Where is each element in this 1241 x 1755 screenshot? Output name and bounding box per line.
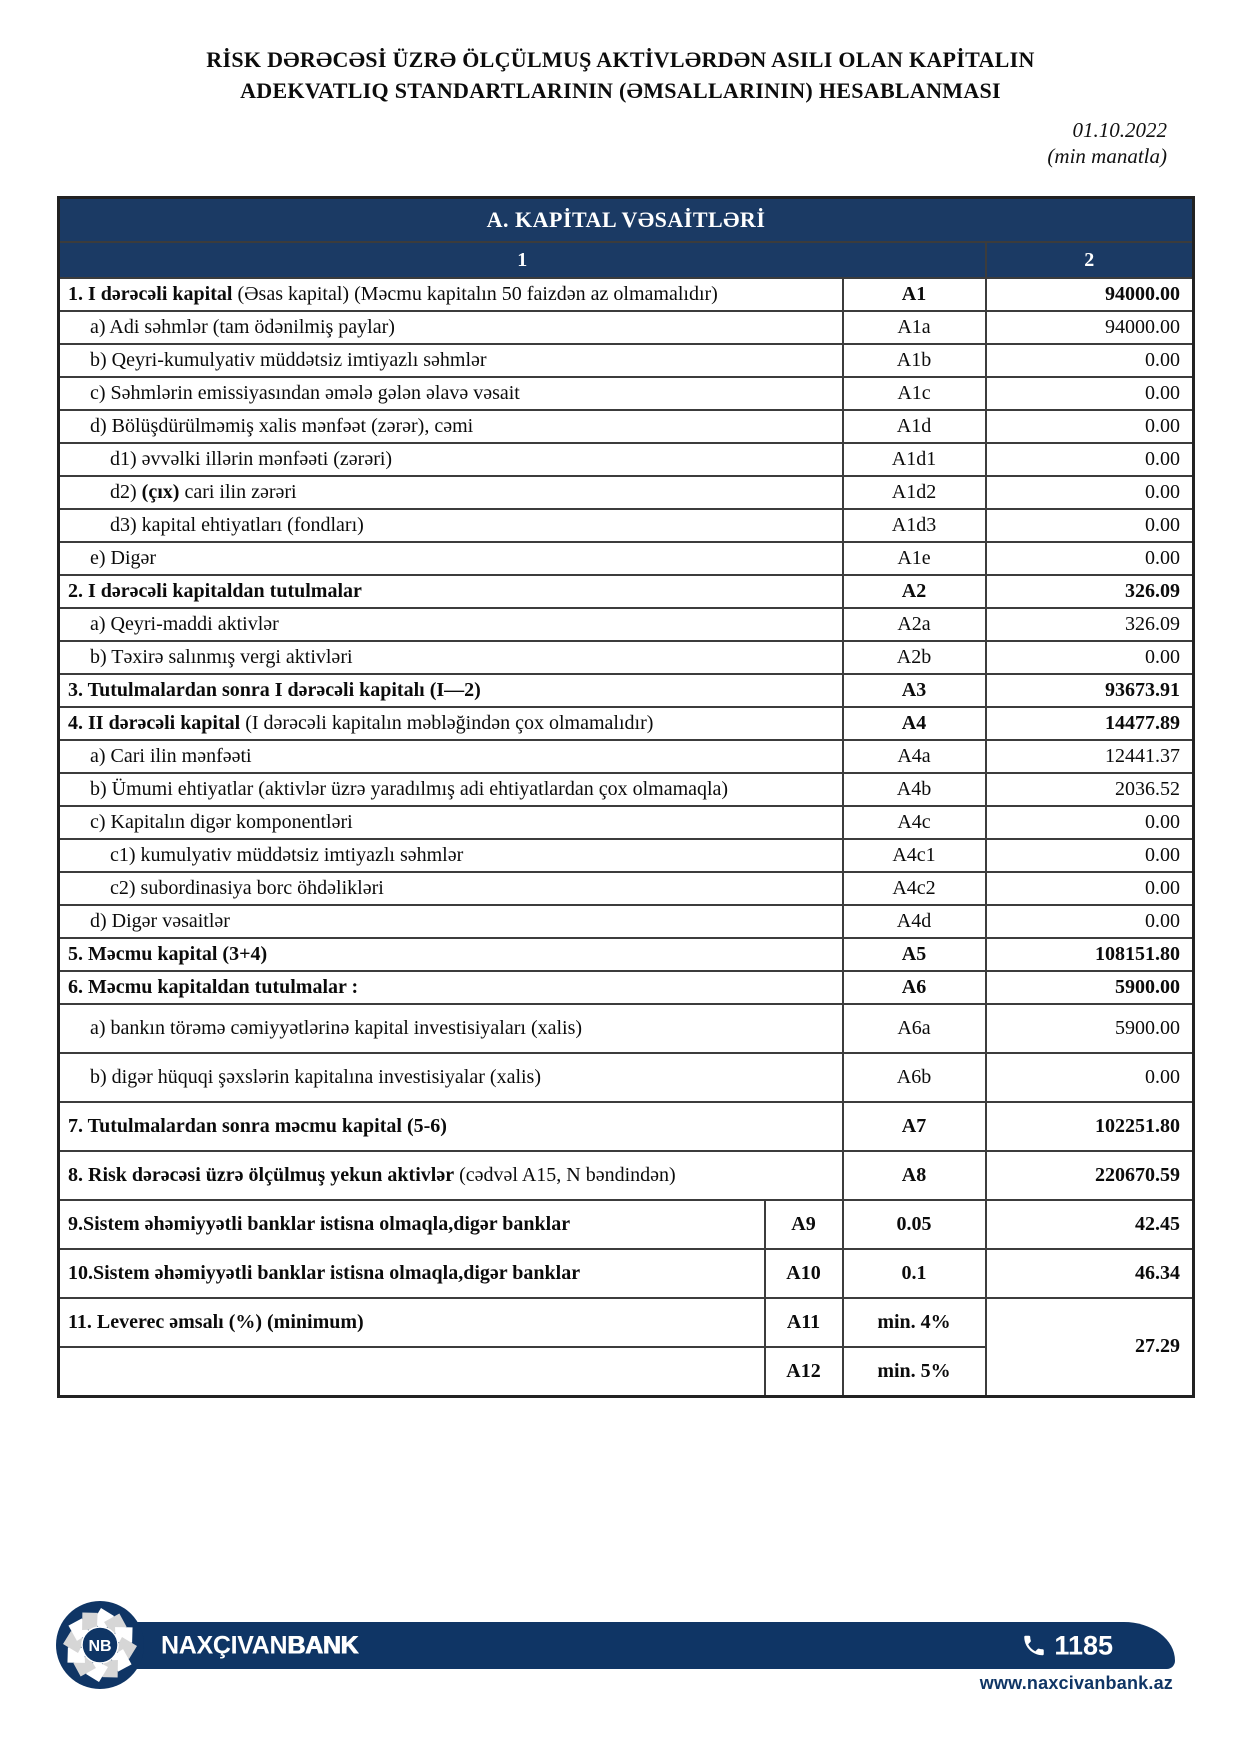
row-label: c2) subordinasiya borc öhdəlikləri xyxy=(59,872,843,905)
table-row xyxy=(59,542,1194,575)
document-title-line2: ADEKVATLIQ STANDARTLARININ (ƏMSALLARININ) HESABLANMASI xyxy=(240,78,1001,104)
row-ratio: min. 4% xyxy=(843,1298,986,1347)
brand-name: NAXÇIVAN xyxy=(161,1631,288,1659)
table-row xyxy=(59,1200,1194,1249)
bank-brand xyxy=(161,1631,358,1660)
row-label: 2. I dərəcəli kapitaldan tutulmalar xyxy=(59,575,843,608)
document-title xyxy=(0,44,1241,106)
row-ratio: min. 5% xyxy=(843,1347,986,1396)
row-value: 220670.59 xyxy=(986,1151,1194,1200)
row-value: 0.00 xyxy=(986,476,1194,509)
row-value: 94000.00 xyxy=(986,311,1194,344)
table-row xyxy=(59,1151,1194,1200)
table-row xyxy=(59,872,1194,905)
row-label: 11. Leverec əmsalı (%) (minimum) xyxy=(59,1298,765,1347)
column-header-1: 1 xyxy=(59,242,986,278)
row-label: a) bankın törəmə cəmiyyətlərinə kapital investisiyaları (xalis) xyxy=(59,1004,843,1053)
row-code: A3 xyxy=(843,674,986,707)
table-row xyxy=(59,773,1194,806)
row-value: 0.00 xyxy=(986,641,1194,674)
row-value: 5900.00 xyxy=(986,1004,1194,1053)
table-row xyxy=(59,1004,1194,1053)
table-row xyxy=(59,377,1194,410)
table-row xyxy=(59,938,1194,971)
row-code: A1d1 xyxy=(843,443,986,476)
row-code: A1d2 xyxy=(843,476,986,509)
phone-group xyxy=(1021,1630,1113,1661)
row-value: 5900.00 xyxy=(986,971,1194,1004)
row-value: 93673.91 xyxy=(986,674,1194,707)
row-code: A1d3 xyxy=(843,509,986,542)
column-header-2: 2 xyxy=(986,242,1194,278)
row-code: A8 xyxy=(843,1151,986,1200)
row-value: 0.00 xyxy=(986,377,1194,410)
row-label: 5. Məcmu kapital (3+4) xyxy=(59,938,843,971)
table-row xyxy=(59,806,1194,839)
row-code: A4a xyxy=(843,740,986,773)
table-row xyxy=(59,476,1194,509)
table-row xyxy=(59,278,1194,311)
report-date: 01.10.2022 xyxy=(1072,118,1167,143)
table-section-header-row xyxy=(59,197,1194,242)
row-value: 0.00 xyxy=(986,839,1194,872)
row-value: 0.00 xyxy=(986,542,1194,575)
table-row xyxy=(59,575,1194,608)
row-label: a) Adi səhmlər (tam ödənilmiş paylar) xyxy=(59,311,843,344)
row-code: A4d xyxy=(843,905,986,938)
capital-table xyxy=(57,196,1195,1398)
bank-logo xyxy=(55,1600,145,1690)
row-label: c) Kapitalın digər komponentləri xyxy=(59,806,843,839)
row-label: b) digər hüquqi şəxslərin kapitalına investisiyalar (xalis) xyxy=(59,1053,843,1102)
table-row xyxy=(59,344,1194,377)
unit-note: (min manatla) xyxy=(1047,144,1167,169)
row-code: A1b xyxy=(843,344,986,377)
table-row xyxy=(59,443,1194,476)
row-label: 4. II dərəcəli kapital (I dərəcəli kapitalın məbləğindən çox olmamalıdır) xyxy=(59,707,843,740)
row-label: 3. Tutulmalardan sonra I dərəcəli kapitalı (I—2) xyxy=(59,674,843,707)
row-value: 46.34 xyxy=(986,1249,1194,1298)
row-value: 102251.80 xyxy=(986,1102,1194,1151)
row-ratio: 0.1 xyxy=(843,1249,986,1298)
row-value: 0.00 xyxy=(986,344,1194,377)
row-code: A1c xyxy=(843,377,986,410)
website-url: www.naxcivanbank.az xyxy=(979,1673,1173,1693)
phone-icon xyxy=(1021,1633,1047,1659)
row-label: 7. Tutulmalardan sonra məcmu kapital (5-6) xyxy=(59,1102,843,1151)
row-value: 108151.80 xyxy=(986,938,1194,971)
row-label: b) Qeyri-kumulyativ müddətsiz imtiyazlı səhmlər xyxy=(59,344,843,377)
row-ratio: 0.05 xyxy=(843,1200,986,1249)
row-label: 1. I dərəcəli kapital (Əsas kapital) (Məcmu kapitalın 50 faizdən az olmamalıdır) xyxy=(59,278,843,311)
row-label: d) Digər vəsaitlər xyxy=(59,905,843,938)
table-row xyxy=(59,839,1194,872)
row-label: 6. Məcmu kapitaldan tutulmalar : xyxy=(59,971,843,1004)
table-row xyxy=(59,410,1194,443)
row-label: e) Digər xyxy=(59,542,843,575)
row-code: A7 xyxy=(843,1102,986,1151)
logo-monogram: NB xyxy=(88,1638,112,1655)
row-code: A4c1 xyxy=(843,839,986,872)
row-code: A1e xyxy=(843,542,986,575)
table-row xyxy=(59,1102,1194,1151)
row-code: A5 xyxy=(843,938,986,971)
row-code: A6b xyxy=(843,1053,986,1102)
table-row xyxy=(59,1298,1194,1347)
table-row xyxy=(59,707,1194,740)
row-label: d2) (çıx) cari ilin zərəri xyxy=(59,476,843,509)
row-label: b) Ümumi ehtiyatlar (aktivlər üzrə yaradılmış adi ehtiyatlardan çox olmamaqla) xyxy=(59,773,843,806)
row-value: 326.09 xyxy=(986,608,1194,641)
table-row xyxy=(59,740,1194,773)
row-label: d1) əvvəlki illərin mənfəəti (zərəri) xyxy=(59,443,843,476)
table-row xyxy=(59,674,1194,707)
row-label: a) Cari ilin mənfəəti xyxy=(59,740,843,773)
table-row xyxy=(59,608,1194,641)
row-code: A1d xyxy=(843,410,986,443)
bank-logo-pinwheel-icon xyxy=(55,1600,145,1690)
row-code: A4b xyxy=(843,773,986,806)
table-row xyxy=(59,905,1194,938)
row-value: 94000.00 xyxy=(986,278,1194,311)
row-value: 14477.89 xyxy=(986,707,1194,740)
row-value: 42.45 xyxy=(986,1200,1194,1249)
table-row xyxy=(59,509,1194,542)
row-code: A6a xyxy=(843,1004,986,1053)
row-code: A1a xyxy=(843,311,986,344)
row-code: A10 xyxy=(765,1249,843,1298)
row-code: A11 xyxy=(765,1298,843,1347)
row-value: 0.00 xyxy=(986,905,1194,938)
footer-bar xyxy=(75,1622,1175,1669)
row-label: a) Qeyri-maddi aktivlər xyxy=(59,608,843,641)
table-row xyxy=(59,1053,1194,1102)
document-title-line1: RİSK DƏRƏCƏSİ ÜZRƏ ÖLÇÜLMUŞ AKTİVLƏRDƏN ASILI OLAN KAPİTALIN xyxy=(206,47,1035,72)
row-value: 27.29 xyxy=(986,1298,1194,1396)
row-label: d3) kapital ehtiyatları (fondları) xyxy=(59,509,843,542)
row-value: 0.00 xyxy=(986,509,1194,542)
table-section-header: A. KAPİTAL VƏSAİTLƏRİ xyxy=(59,197,1194,242)
row-label xyxy=(59,1347,765,1396)
row-code: A4c xyxy=(843,806,986,839)
row-label: 9.Sistem əhəmiyyətli banklar istisna olmaqla,digər banklar xyxy=(59,1200,765,1249)
row-label: d) Bölüşdürülməmiş xalis mənfəət (zərər), cəmi xyxy=(59,410,843,443)
table-row xyxy=(59,641,1194,674)
date-block xyxy=(0,118,1167,169)
row-code: A12 xyxy=(765,1347,843,1396)
row-value: 0.00 xyxy=(986,872,1194,905)
row-value: 0.00 xyxy=(986,443,1194,476)
phone-number: 1185 xyxy=(1054,1630,1113,1660)
row-code: A6 xyxy=(843,971,986,1004)
row-value: 0.00 xyxy=(986,806,1194,839)
row-code: A1 xyxy=(843,278,986,311)
row-value: 2036.52 xyxy=(986,773,1194,806)
row-value: 0.00 xyxy=(986,1053,1194,1102)
table-column-header-row xyxy=(59,242,1194,278)
row-code: A2a xyxy=(843,608,986,641)
row-label: 10.Sistem əhəmiyyətli banklar istisna olmaqla,digər banklar xyxy=(59,1249,765,1298)
row-value: 0.00 xyxy=(986,410,1194,443)
row-code: A2b xyxy=(843,641,986,674)
table-row xyxy=(59,1249,1194,1298)
brand-suffix: BANK xyxy=(287,1631,359,1659)
row-label: c) Səhmlərin emissiyasından əmələ gələn əlavə vəsait xyxy=(59,377,843,410)
row-code: A9 xyxy=(765,1200,843,1249)
table-body xyxy=(59,278,1194,1396)
row-value: 326.09 xyxy=(986,575,1194,608)
table-row xyxy=(59,971,1194,1004)
table-row xyxy=(59,311,1194,344)
row-code: A4c2 xyxy=(843,872,986,905)
row-label: c1) kumulyativ müddətsiz imtiyazlı səhmlər xyxy=(59,839,843,872)
row-label: b) Təxirə salınmış vergi aktivləri xyxy=(59,641,843,674)
row-code: A2 xyxy=(843,575,986,608)
row-label: 8. Risk dərəcəsi üzrə ölçülmuş yekun aktivlər (cədvəl A15, N bəndindən) xyxy=(59,1151,843,1200)
row-code: A4 xyxy=(843,707,986,740)
row-value: 12441.37 xyxy=(986,740,1194,773)
